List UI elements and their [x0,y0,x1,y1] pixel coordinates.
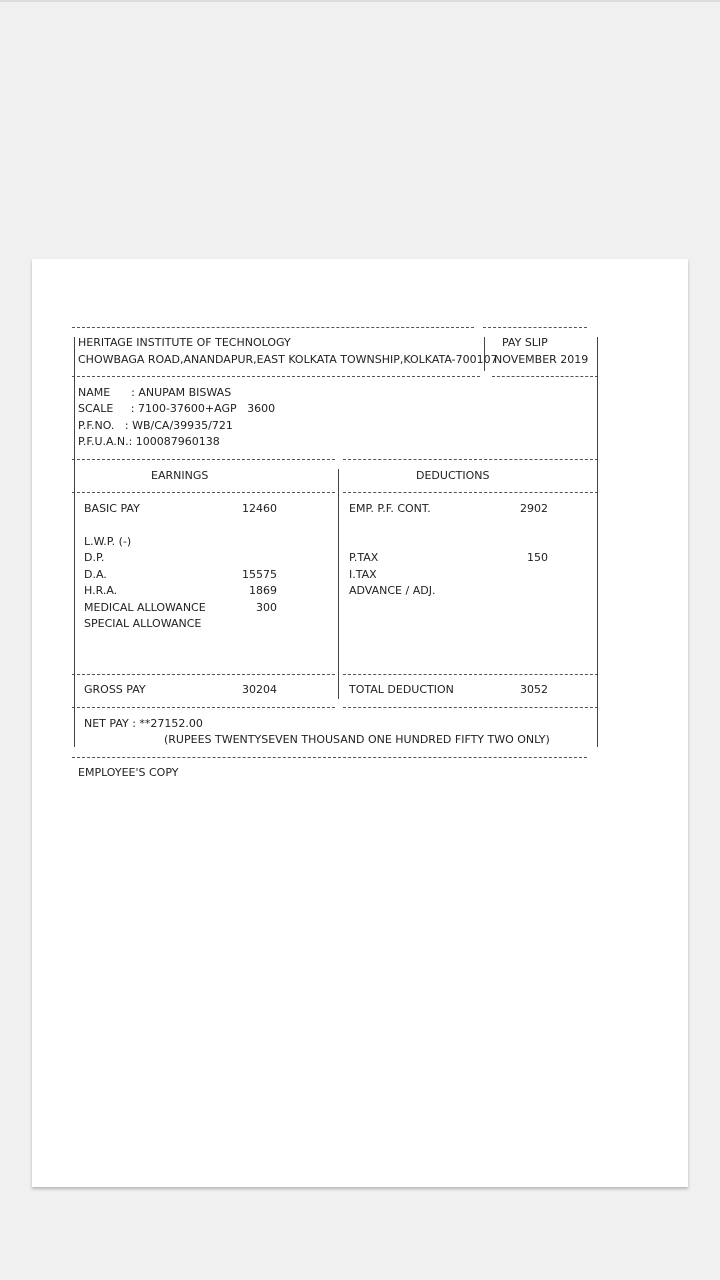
institute-address: CHOWBAGA ROAD,ANANDAPUR,EAST KOLKATA TOWNSHIP,KOLKATA-700107 [78,353,498,366]
earning-value: 300 [256,601,277,614]
border-left [74,337,75,747]
deduction-label: I.TAX [349,568,377,581]
pay-slip [72,319,632,839]
deductions-heading: DEDUCTIONS [416,469,490,482]
gross-pay-value: 30204 [242,683,277,696]
rule-info-right [343,459,598,460]
employee-scale: SCALE : 7100-37600+AGP 3600 [78,402,276,415]
total-deduction-value: 3052 [520,683,548,696]
net-pay: NET PAY : **27152.00 [84,717,203,730]
pay-period: NOVEMBER 2019 [494,353,589,366]
rule-heading-right [343,492,598,493]
deduction-label: P.TAX [349,551,379,564]
rule-heading-left [72,492,335,493]
earning-value: 12460 [242,502,277,515]
rule-body-left [72,674,335,675]
rule-bottom [72,757,587,758]
rule-header-right [492,376,598,377]
rule-gross-right [343,707,598,708]
earning-label: H.R.A. [84,584,118,597]
earnings-heading: EARNINGS [151,469,209,482]
column-divider [338,469,339,699]
earning-label: MEDICAL ALLOWANCE [84,601,206,614]
earning-label: D.A. [84,568,107,581]
earning-value: 15575 [242,568,277,581]
border-right [597,337,598,747]
rule-body-right [343,674,598,675]
employee-copy-label: EMPLOYEE'S COPY [78,766,179,779]
net-pay-words: (RUPEES TWENTYSEVEN THOUSAND ONE HUNDRED FIFTY TWO ONLY) [164,733,550,746]
document-page [32,259,688,1187]
deduction-value: 2902 [520,502,548,515]
earning-label: L.W.P. (-) [84,535,132,548]
doc-title: PAY SLIP [502,336,548,349]
rule-header-left [72,376,480,377]
deduction-label: ADVANCE / ADJ. [349,584,436,597]
deduction-value: 150 [527,551,548,564]
earning-label: BASIC PAY [84,502,140,515]
earning-value: 1869 [249,584,277,597]
top-divider [0,0,720,2]
earning-label: SPECIAL ALLOWANCE [84,617,202,630]
rule-top-right [483,327,587,328]
rule-top-left [72,327,474,328]
employee-pf-uan: P.F.U.A.N.: 100087960138 [78,435,220,448]
earning-label: D.P. [84,551,105,564]
rule-info-left [72,459,335,460]
gross-pay-label: GROSS PAY [84,683,146,696]
total-deduction-label: TOTAL DEDUCTION [349,683,454,696]
employee-name: NAME : ANUPAM BISWAS [78,386,232,399]
rule-gross-left [72,707,335,708]
institute-name: HERITAGE INSTITUTE OF TECHNOLOGY [78,336,291,349]
employee-pf-no: P.F.NO. : WB/CA/39935/721 [78,419,233,432]
deduction-label: EMP. P.F. CONT. [349,502,431,515]
